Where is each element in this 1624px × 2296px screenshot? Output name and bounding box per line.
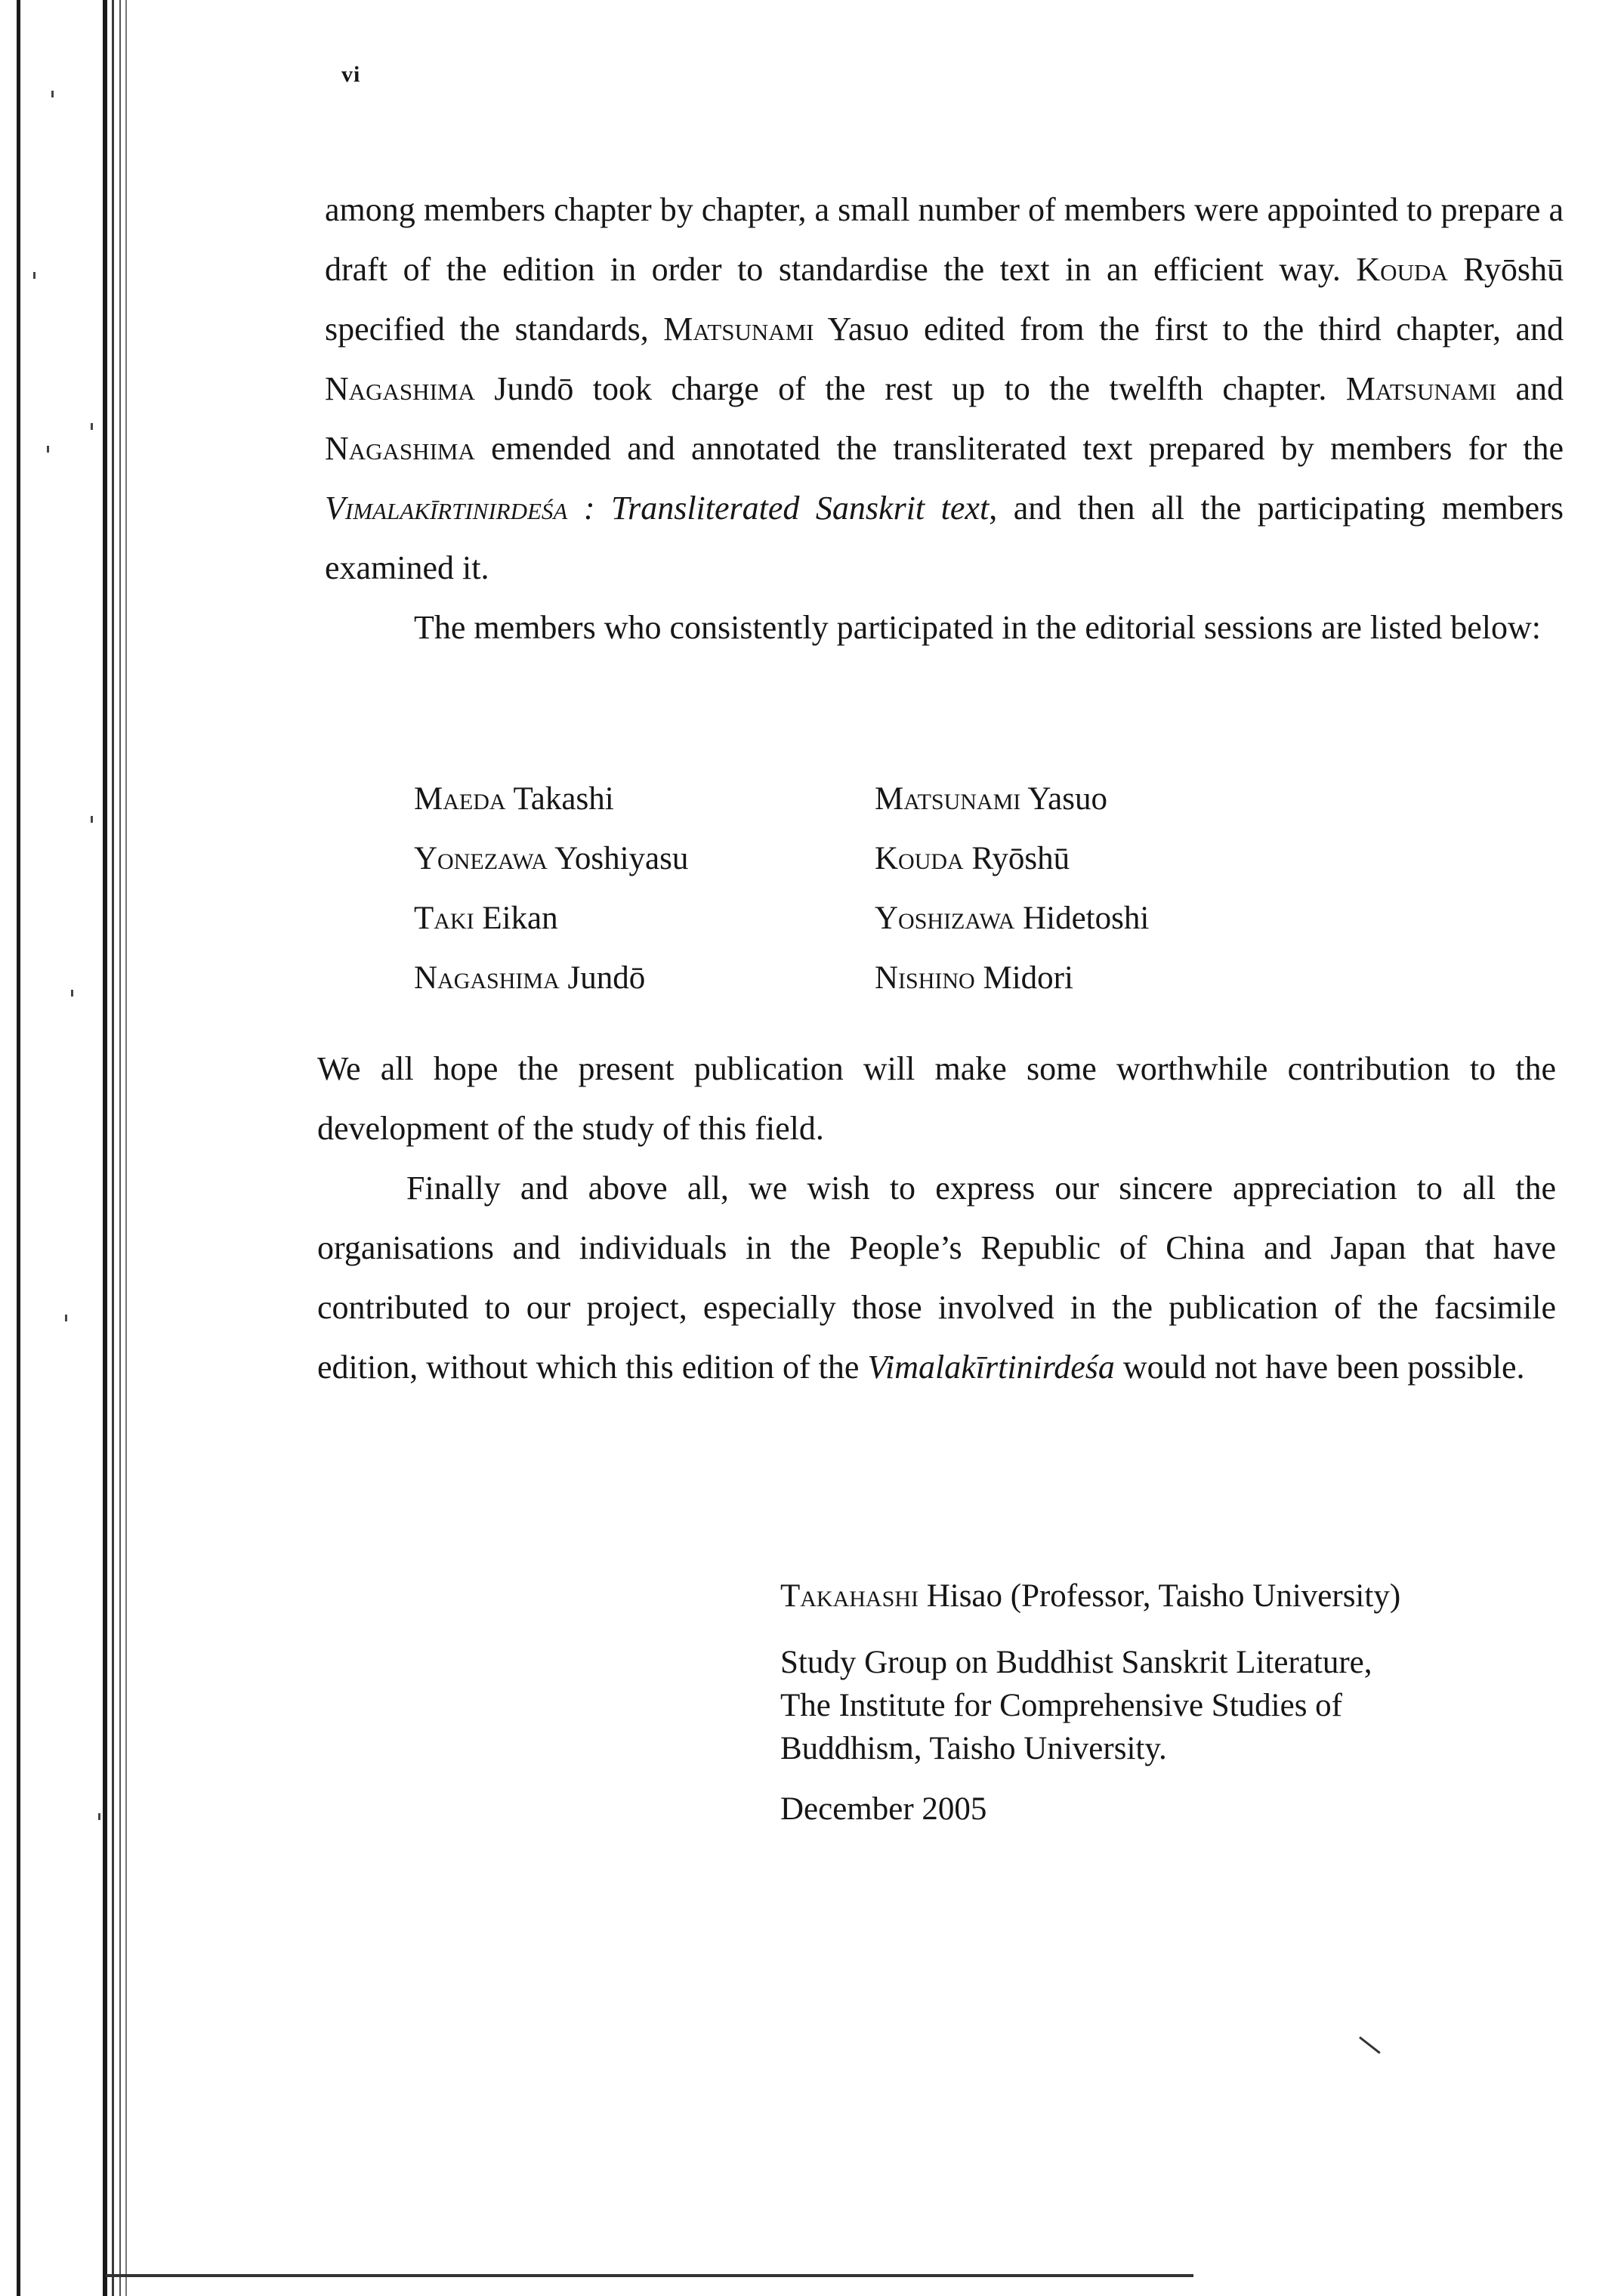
member-name: Taki Eikan [414, 901, 558, 936]
scan-speck [33, 272, 36, 279]
affiliation-line: The Institute for Comprehensive Studies of [780, 1688, 1342, 1723]
binding-edge-line [112, 0, 114, 2296]
member-name: Kouda Ryōshū [875, 841, 1070, 876]
member-name: Matsunami Yasuo [875, 781, 1107, 817]
paragraph-appreciation: Finally and above all, we wish to express our sincere appreciation to all the organisations and individuals in the People’s Republic of China and Japan that have contributed to our project, especially those involved in the publication of the facsimile edition, without which this edition of the Vimalakīrtinirdeśa would not have been possible. [317, 1170, 1556, 1386]
scan-speck [51, 91, 54, 97]
binding-edge-line [125, 0, 127, 2296]
affiliation-line: Study Group on Buddhist Sanskrit Literature, [780, 1645, 1372, 1680]
scan-speck [91, 423, 93, 430]
surname: Kouda [1356, 251, 1448, 288]
binding-edge-line [103, 0, 107, 2296]
date: December 2005 [780, 1791, 987, 1827]
signature-block [780, 1573, 1558, 1832]
signatory: Takahashi Hisao (Professor, Taisho University) [780, 1578, 1401, 1614]
book-title: Vimalakīrtinirdeśa [867, 1349, 1115, 1386]
member-name: Nagashima Jundō [414, 960, 646, 996]
stray-mark [1359, 2036, 1381, 2053]
bottom-edge-line [106, 2274, 1193, 2277]
member-name: Yonezawa Yoshiyasu [414, 841, 689, 876]
surname: Matsunami [1345, 370, 1497, 407]
binding-edge-line [119, 0, 121, 2296]
surname: Matsunami [663, 311, 814, 348]
book-title: Vimalakīrtinirdeśa : Transliterated Sanskrit text [325, 490, 990, 527]
paragraph-members-intro: The members who consistently participated in the editorial sessions are listed below: [414, 609, 1541, 646]
surname: Nagashima [325, 370, 475, 407]
member-name: Yoshizawa Hidetoshi [875, 901, 1150, 936]
scan-speck [91, 816, 93, 823]
scan-speck [98, 1813, 100, 1820]
page-number: vi [341, 62, 361, 87]
surname: Nagashima [325, 430, 475, 467]
scan-speck [71, 990, 73, 997]
binding-edge-line [17, 0, 20, 2296]
paragraph-editing: among members chapter by chapter, a small number of members were appointed to prepare a draft of the edition in order to standardise the text in an efficient way. Kouda Ryōshū specified the standards, Matsunami Yasuo edited from the first to the third chapter, and Nagashima Jundō took charge of the rest up to the twelfth chapter. Matsunami and Nagashima emended and annotated the transliterated text prepared by members for the Vimalakīrtinirdeśa : Transliterated Sanskrit text, and then all the participating members examined it. [325, 191, 1564, 586]
paragraph-hope: We all hope the present publication will make some worthwhile contribution to the development of the study of this field. [317, 1050, 1556, 1147]
scan-speck [47, 446, 49, 453]
affiliation [780, 1641, 1558, 1770]
affiliation-line: Buddhism, Taisho University. [780, 1731, 1167, 1766]
main-text [325, 180, 1564, 657]
closing-text [317, 1039, 1556, 1397]
member-name: Nishino Midori [875, 960, 1073, 996]
member-name: Maeda Takashi [414, 781, 614, 817]
scan-speck [65, 1315, 67, 1321]
member-list [414, 769, 1305, 1008]
